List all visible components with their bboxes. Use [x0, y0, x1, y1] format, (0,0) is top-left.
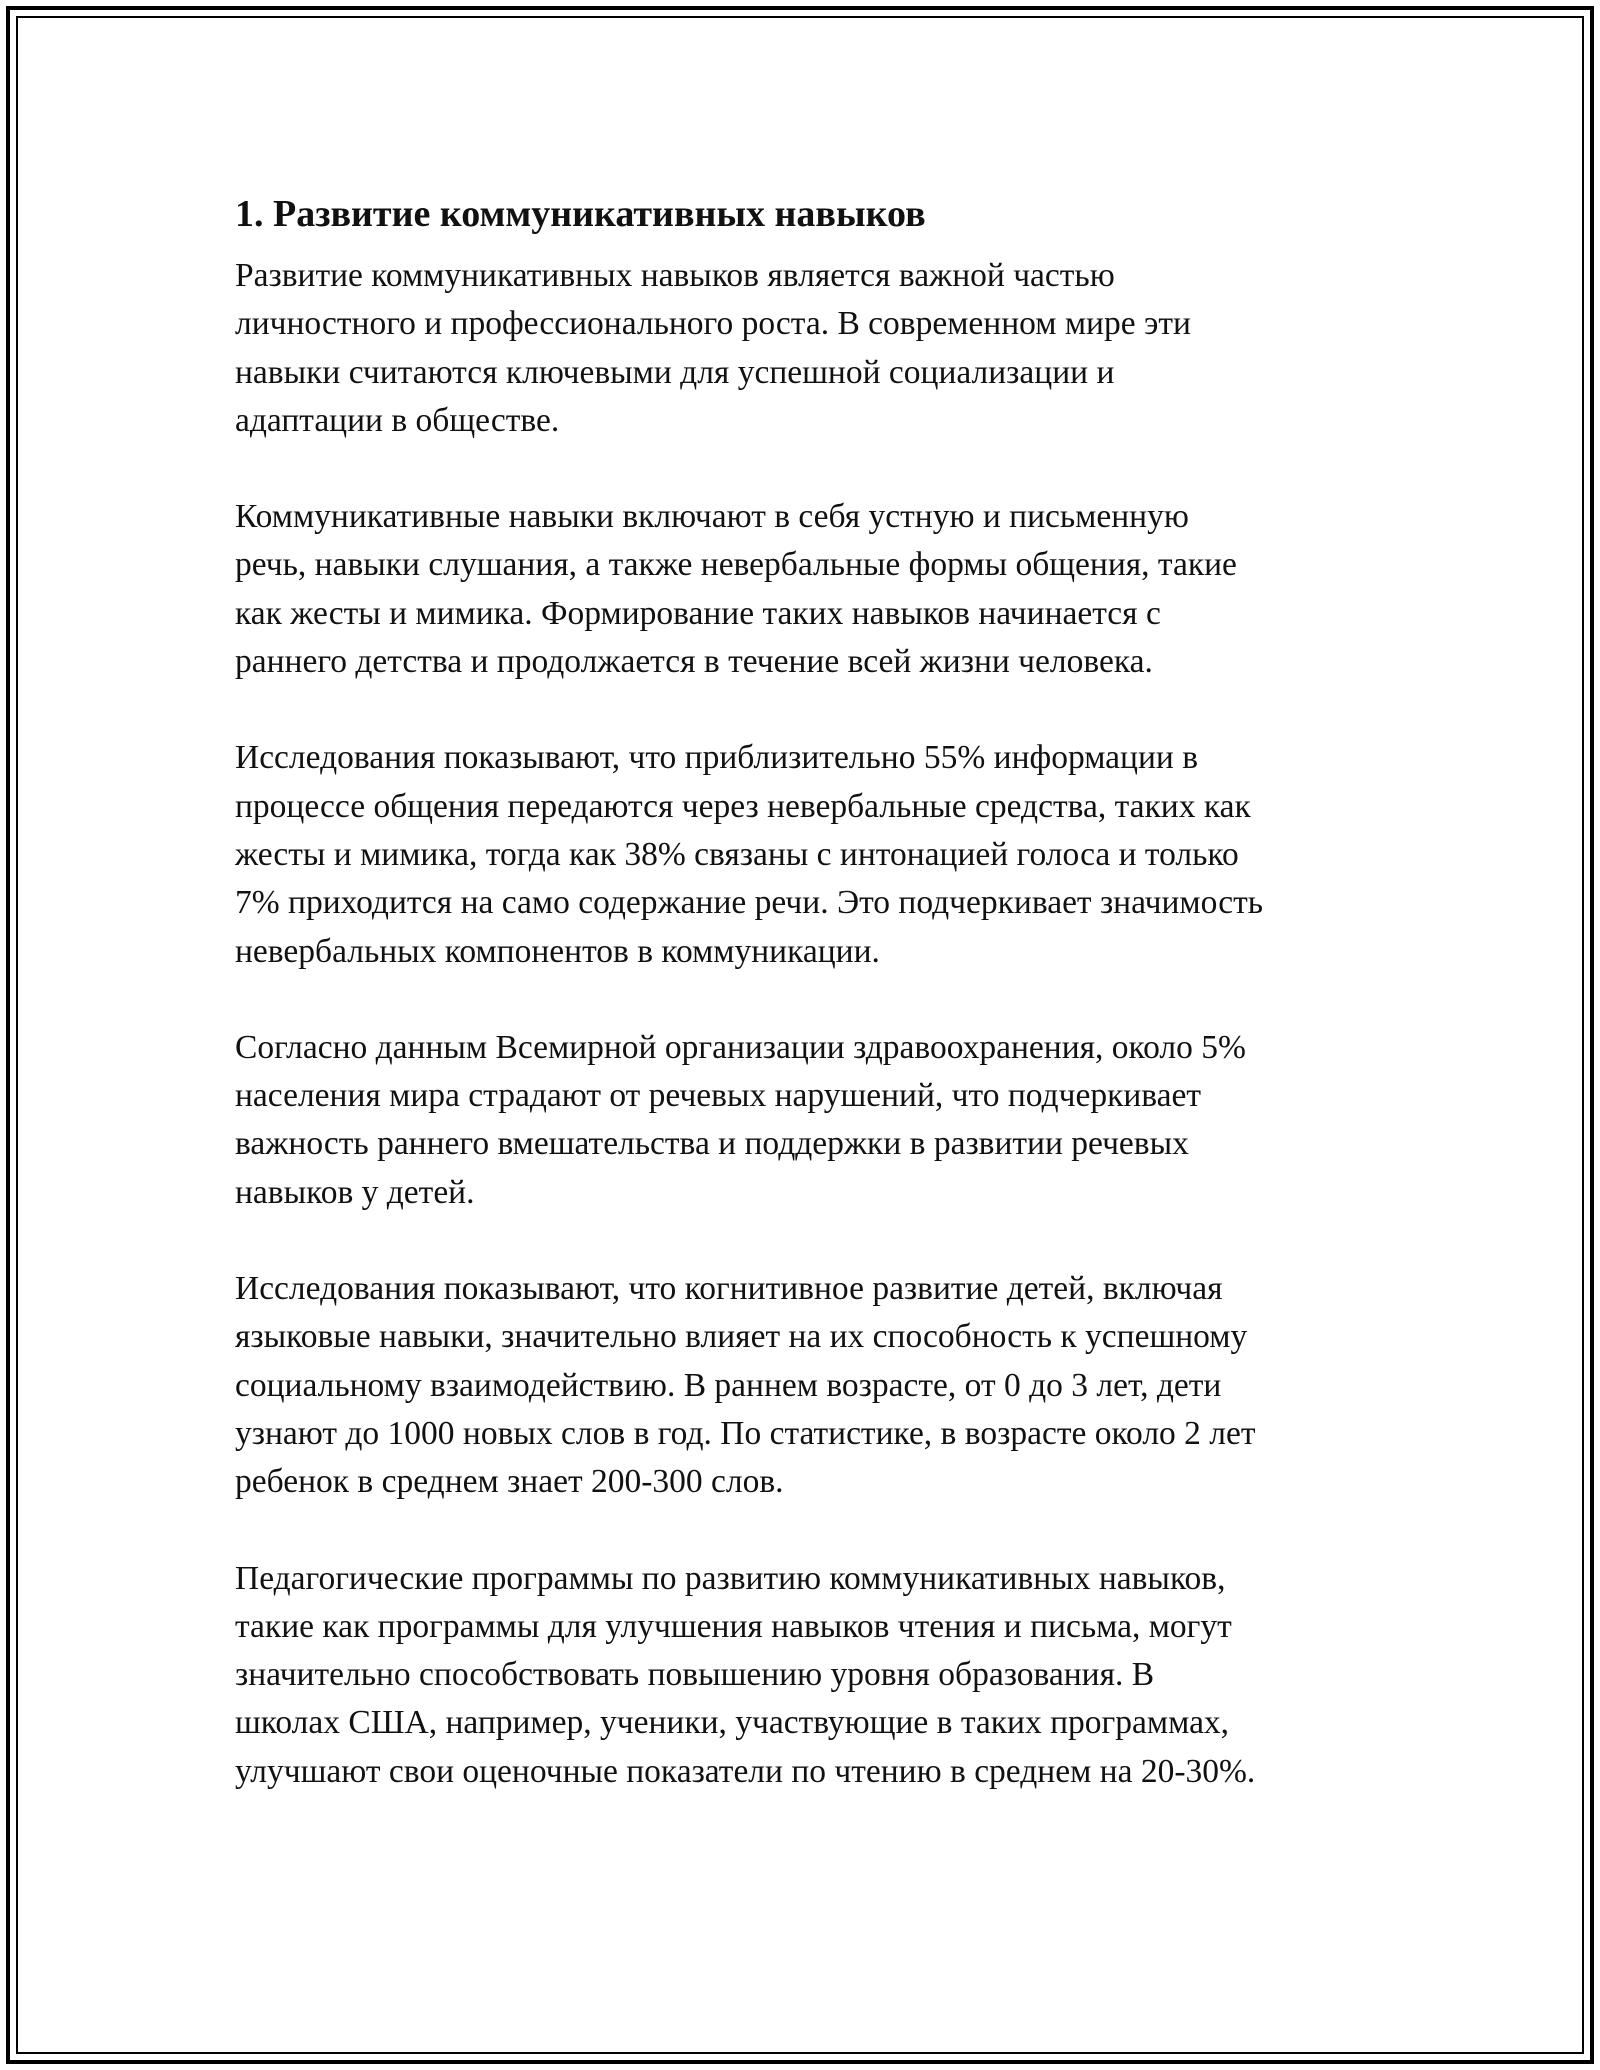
paragraph-pedagogical-programs: Педагогические программы по развитию коммуникативных навыков, такие как программы для улучшения навыков чтения и письма, могут значительно способствовать повышению уровня образования. В школах США, например, ученики, участвующие в таких программах, улучшают свои оценочные показатели по чтению в среднем на 20-30%. — [235, 1559, 1256, 1790]
paragraph-who-data: Согласно данным Всемирной организации здравоохранения, около 5% населения мира страдают от речевых нарушений, что подчеркивает важность раннего вмешательства и поддержки в развитии речевых навыков у детей. — [235, 1028, 1246, 1211]
paragraph-nonverbal-stats: Исследования показывают, что приблизительно 55% информации в процессе общения передаются через невербальные средства, таких как жесты и мимика, тогда как 38% связаны с интонацией голоса и только 7% приходится на само содержание речи. Это подчеркивает значимость невербальных компонентов в коммуникации. — [235, 739, 1263, 970]
paragraph-components: Коммуникативные навыки включают в себя устную и письменную речь, навыки слушания, а также невербальные формы общения, такие как жесты и мимика. Формирование таких навыков начинается с раннего детства и продолжается в течение всей жизни человека. — [235, 498, 1237, 681]
paragraph-cognitive-development: Исследования показывают, что когнитивное развитие детей, включая языковые навыки, значительно влияет на их способность к успешному социальному взаимодействию. В раннем возрасте, от 0 до 3 лет, дети узнают до 1000 новых слов в год. По статистике, в возрасте около 2 лет ребенок в среднем знает 200-300 слов. — [235, 1270, 1256, 1501]
section-heading: 1. Развитие коммуникативных навыков — [235, 193, 926, 235]
document-body — [235, 188, 1385, 1844]
paragraph-intro: Развитие коммуникативных навыков является важной частью личностного и профессионального роста. В современном мире эти навыки считаются ключевыми для успешной социализации и адаптации в обществе. — [235, 257, 1191, 439]
